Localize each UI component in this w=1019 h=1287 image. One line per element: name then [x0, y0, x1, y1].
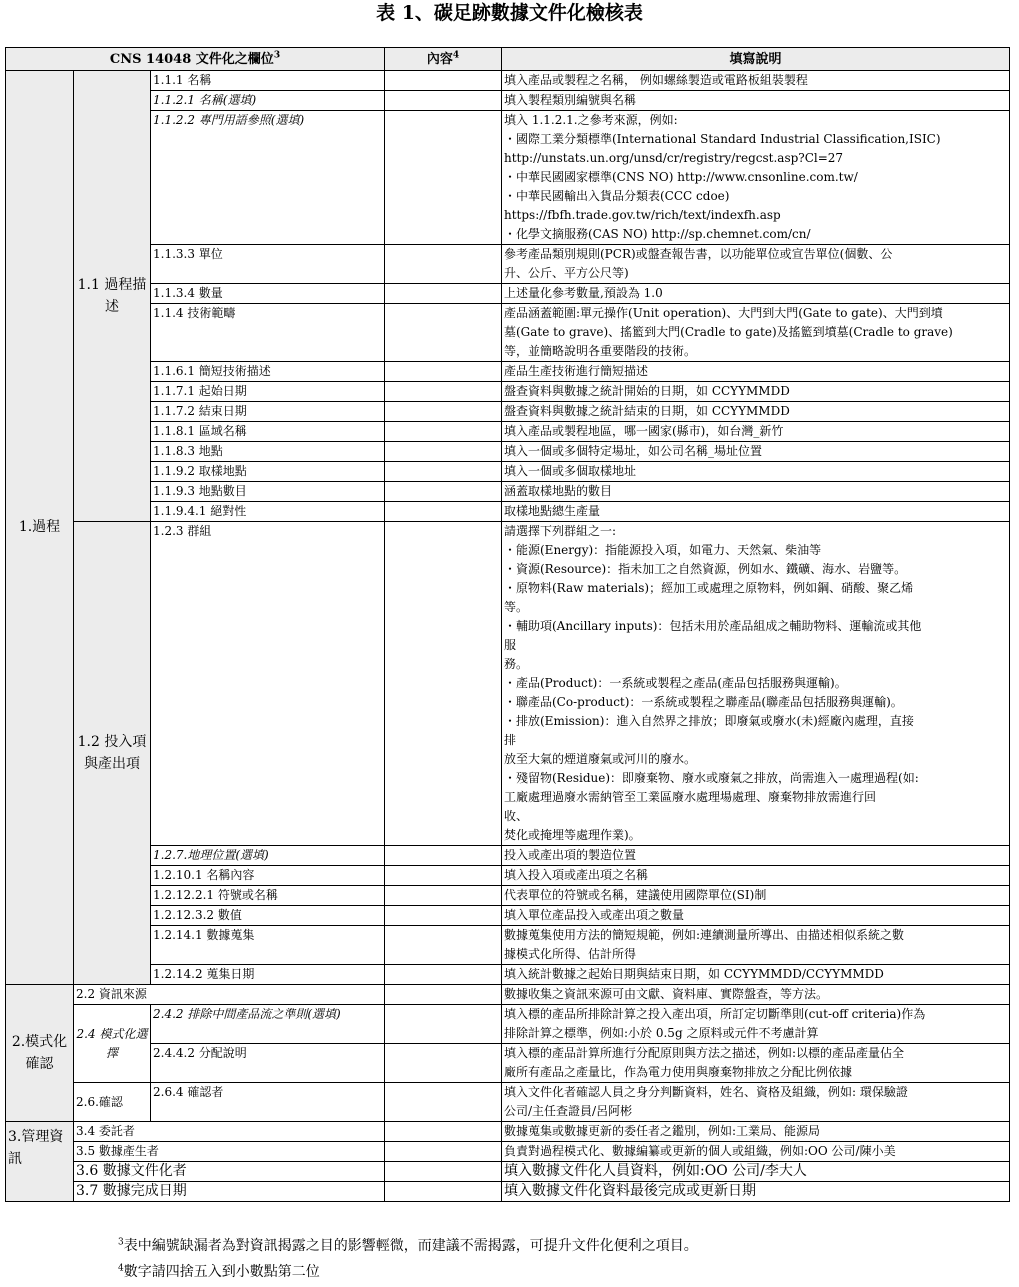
instruction-line: 產品涵蓋範圍:單元操作(Unit operation)、大門到大門(Gate to gate)、大門到墳: [504, 306, 943, 320]
instruction-line: 數據收集之資訊來源可由文獻、資料庫、實際盤查，等方法。: [504, 987, 829, 1001]
table-row: [6, 482, 1010, 502]
section-process: 1.過程: [6, 71, 74, 985]
instruction-cell: [502, 1122, 1010, 1142]
instruction-line: 務。: [504, 657, 529, 671]
instruction-line: 墓(Gate to grave)、搖籃到大門(Cradle to gate)及搖籃到墳墓(Cradle to grave): [504, 325, 953, 339]
instruction-line: ・化學文摘服務(CAS NO) http://sp.chemnet.com/cn/: [504, 227, 811, 241]
table-row: [6, 1142, 1010, 1162]
content-cell[interactable]: [385, 926, 502, 965]
instruction-cell: [502, 502, 1010, 522]
table-row: [6, 304, 1010, 362]
table-row: [6, 965, 1010, 985]
field-cell: 1.1.3.4 數量: [151, 284, 385, 304]
content-cell[interactable]: [385, 502, 502, 522]
content-cell[interactable]: [385, 985, 502, 1005]
content-cell[interactable]: [385, 304, 502, 362]
field-cell: 1.1.8.3 地點: [151, 442, 385, 462]
field-cell: 2.6.4 確認者: [151, 1083, 385, 1122]
instruction-line: 收、: [504, 809, 529, 823]
content-cell[interactable]: [385, 111, 502, 245]
instruction-line: ・殘留物(Residue)：即廢棄物、廢水或廢氣之排放，尚需進入一處理過程(如:: [504, 771, 919, 785]
instruction-line: 填入標的產品計算所進行分配原則與方法之描述，例如:以標的產品產量佔全: [504, 1046, 905, 1060]
instruction-line: 填入 1.1.2.1.之參考來源，例如:: [504, 113, 678, 127]
field-cell: 1.2.12.3.2 數值: [151, 906, 385, 926]
content-cell[interactable]: [385, 886, 502, 906]
instruction-cell: [502, 965, 1010, 985]
instruction-cell: [502, 402, 1010, 422]
table-row: [6, 284, 1010, 304]
header-instructions: 填寫說明: [502, 48, 1010, 71]
instruction-line: 參考產品類別規則(PCR)或盤查報告書，以功能單位或宣告單位(個數、公: [504, 247, 893, 261]
instruction-cell: [502, 1162, 1010, 1182]
table-row: [6, 866, 1010, 886]
instruction-line: ・原物料(Raw materials)；經加工或處理之原物料，例如鋼、硝酸、聚乙烯: [504, 581, 914, 595]
instruction-line: 放至大氣的煙道廢氣或河川的廢水。: [504, 752, 697, 766]
instruction-cell: [502, 284, 1010, 304]
instruction-line: http://unstats.un.org/unsd/cr/registry/regcst.asp?Cl=27: [504, 151, 844, 165]
table-row: [6, 402, 1010, 422]
instruction-line: 投入或產出項的製造位置: [504, 848, 637, 862]
content-cell[interactable]: [385, 402, 502, 422]
table-row: [6, 1182, 1010, 1202]
field-cell: 1.1.6.1 簡短技術描述: [151, 362, 385, 382]
field-cell: 1.2.12.2.1 符號或名稱: [151, 886, 385, 906]
instruction-line: 填入數據文件化資料最後完成或更新日期: [504, 1183, 756, 1199]
instruction-line: 涵蓋取樣地點的數目: [504, 484, 613, 498]
table-row: [6, 71, 1010, 91]
field-cell: 1.1.9.4.1 絕對性: [151, 502, 385, 522]
table-row: [6, 422, 1010, 442]
field-cell: 1.1.8.1 區域名稱: [151, 422, 385, 442]
instruction-line: ・能源(Energy)：指能源投入項，如電力、天然氣、柴油等: [504, 543, 822, 557]
content-cell[interactable]: [385, 965, 502, 985]
instruction-line: 排除計算之標準，例如:小於 0.5g 之原料或元件不考慮計算: [504, 1026, 819, 1040]
table-row: [6, 985, 1010, 1005]
instruction-cell: [502, 382, 1010, 402]
instruction-cell: [502, 422, 1010, 442]
table-row: [6, 462, 1010, 482]
field-cell: 1.1.9.3 地點數目: [151, 482, 385, 502]
content-cell[interactable]: [385, 1044, 502, 1083]
instruction-line: 填入產品或製程地區，哪一國家(縣市)，如台灣_新竹: [504, 424, 784, 438]
field-cell: 3.6 數據文件化者: [74, 1162, 385, 1182]
content-cell[interactable]: [385, 482, 502, 502]
instruction-line: ・資源(Resource)：指未加工之自然資源，例如水、鐵礦、海水、岩鹽等。: [504, 562, 907, 576]
instruction-cell: [502, 245, 1010, 284]
content-cell[interactable]: [385, 91, 502, 111]
instruction-line: ・中華民國輸出入貨品分類表(CCC cdoe): [504, 189, 730, 203]
table-row: [6, 362, 1010, 382]
instruction-cell: [502, 462, 1010, 482]
instruction-line: 取樣地點總生產量: [504, 504, 601, 518]
content-cell[interactable]: [385, 906, 502, 926]
instruction-line: 廠所有產品之產量比，作為電力使用與廢棄物排放之分配比例依據: [504, 1065, 853, 1079]
instruction-line: 代表單位的符號或名稱，建議使用國際單位(SI)制: [504, 888, 767, 902]
table-row: [6, 886, 1010, 906]
content-cell[interactable]: [385, 522, 502, 846]
instruction-line: 排: [504, 733, 517, 747]
instruction-line: 據模式化所得、估計所得: [504, 947, 637, 961]
table-row: [6, 245, 1010, 284]
instruction-line: 公司/主任查證員/呂阿彬: [504, 1104, 633, 1118]
section-management-info: 3.管理資訊: [6, 1122, 74, 1202]
instruction-line: 服: [504, 638, 517, 652]
field-cell: 2.4.4.2 分配說明: [151, 1044, 385, 1083]
field-cell: 1.1.7.1 起始日期: [151, 382, 385, 402]
instruction-line: 負責對過程模式化、數據編纂或更新的個人或組織，例如:OO 公司/陳小美: [504, 1144, 896, 1158]
instruction-line: ・聯產品(Co-product)：一系統或製程之聯產品(聯產品包括服務與運輸)。: [504, 695, 903, 709]
section-process-description: 1.1 過程描述: [74, 71, 151, 522]
instruction-line: https://fbfh.trade.gov.tw/rich/text/indexfh.asp: [504, 208, 781, 222]
content-cell[interactable]: [385, 284, 502, 304]
field-cell: 3.5 數據產生者: [74, 1142, 385, 1162]
content-cell[interactable]: [385, 1083, 502, 1122]
instruction-cell: [502, 91, 1010, 111]
field-cell: 1.1.7.2 結束日期: [151, 402, 385, 422]
field-cell: 1.1.4 技術範疇: [151, 304, 385, 362]
footnote-3: $^3$表中編號缺漏者為對資訊揭露之目的影響輕微，而建議不需揭露，可提升文件化便利之項目。: [118, 1237, 698, 1254]
instruction-line: 填入產品或製程之名稱， 例如螺絲製造或電路板組裝製程: [504, 73, 808, 87]
table-row: [6, 1162, 1010, 1182]
section-confirmation: 2.6.確認: [74, 1083, 151, 1122]
content-cell[interactable]: [385, 1122, 502, 1142]
instruction-cell: [502, 1005, 1010, 1044]
table-row: [6, 502, 1010, 522]
table-row: [6, 846, 1010, 866]
instruction-line: 填入單位產品投入或產出項之數量: [504, 908, 685, 922]
table-row: [6, 1122, 1010, 1142]
instruction-line: 填入統計數據之起始日期與結束日期，如 CCYYMMDD/CCYYMMDD: [504, 967, 884, 981]
table-row: [6, 111, 1010, 245]
instruction-line: 盤查資料與數據之統計結束的日期，如 CCYYMMDD: [504, 404, 790, 418]
header-content: 內容$^4$: [385, 48, 502, 71]
instruction-line: 數據蒐集使用方法的簡短規範，例如:連續測量所導出、由描述相似系統之數: [504, 928, 905, 942]
field-cell: 2.4.2 排除中間產品流之準則(選填): [151, 1005, 385, 1044]
field-cell: 1.1.1 名稱: [151, 71, 385, 91]
instruction-cell: [502, 482, 1010, 502]
field-cell: 1.2.14.1 數據蒐集: [151, 926, 385, 965]
instruction-cell: [502, 362, 1010, 382]
instruction-line: 填入文件化者確認人員之身分判斷資料，姓名、資格及組織，例如: 環保驗證: [504, 1085, 908, 1099]
instruction-line: ・排放(Emission)：進入自然界之排放；即廢氣或廢水(未)經廠內處理，直接: [504, 714, 914, 728]
instruction-cell: [502, 1083, 1010, 1122]
instruction-line: ・產品(Product)：一系統或製程之產品(產品包括服務與運輸)。: [504, 676, 847, 690]
instruction-cell: [502, 111, 1010, 245]
section-model-confirmation: 2.模式化確認: [6, 985, 74, 1122]
field-cell: 1.2.7.地理位置(選填): [151, 846, 385, 866]
instruction-line: ・輔助項(Ancillary inputs)：包括未用於產品組成之輔助物料、運輸流或其他: [504, 619, 922, 633]
instruction-line: 盤查資料與數據之統計開始的日期，如 CCYYMMDD: [504, 384, 790, 398]
table-title: 表 1、碳足跡數據文件化檢核表: [376, 2, 643, 24]
instruction-line: ・中華民國國家標準(CNS NO) http://www.cnsonline.com.tw/: [504, 170, 858, 184]
table-row: [6, 926, 1010, 965]
instruction-line: 填入投入項或產出項之名稱: [504, 868, 649, 882]
instruction-cell: [502, 1182, 1010, 1202]
instruction-line: 數據蒐集或數據更新的委任者之鑑別，例如:工業局、能源局: [504, 1124, 821, 1138]
instruction-cell: [502, 866, 1010, 886]
checklist-table: [5, 47, 1010, 1202]
table-row: [6, 382, 1010, 402]
field-cell: 3.7 數據完成日期: [74, 1182, 385, 1202]
field-cell: 1.2.14.2 蒐集日期: [151, 965, 385, 985]
content-cell[interactable]: [385, 71, 502, 91]
table-row: [6, 522, 1010, 846]
table-row: [6, 906, 1010, 926]
instruction-line: 升、公斤、平方公尺等): [504, 266, 629, 280]
content-cell[interactable]: [385, 866, 502, 886]
instruction-cell: [502, 304, 1010, 362]
table-row: [6, 1005, 1010, 1044]
field-cell: 1.2.3 群組: [151, 522, 385, 846]
field-cell: 2.2 資訊來源: [74, 985, 385, 1005]
header-field: CNS 14048 文件化之欄位$^3$: [6, 48, 385, 71]
table-row: [6, 91, 1010, 111]
instruction-cell: [502, 71, 1010, 91]
instruction-line: 填入標的產品所排除計算之投入產出項，所訂定切斷準則(cut-off criteria)作為: [504, 1007, 926, 1021]
instruction-line: 請選擇下列群組之一:: [504, 524, 617, 538]
field-cell: 3.4 委託者: [74, 1122, 385, 1142]
instruction-line: 焚化或掩埋等處理作業)。: [504, 828, 641, 842]
field-cell: 1.1.3.3 單位: [151, 245, 385, 284]
field-cell: 1.1.2.1 名稱(選填): [151, 91, 385, 111]
content-cell[interactable]: [385, 1005, 502, 1044]
section-modeling-choice: 2.4 模式化選擇: [74, 1005, 151, 1083]
content-cell[interactable]: [385, 462, 502, 482]
content-cell[interactable]: [385, 1162, 502, 1182]
field-cell: 1.1.9.2 取樣地點: [151, 462, 385, 482]
instruction-cell: [502, 886, 1010, 906]
instruction-line: 填入一個或多個特定場址，如公司名稱_場址位置: [504, 444, 763, 458]
header-row: [6, 48, 1010, 71]
instruction-line: 填入製程類別編號與名稱: [504, 93, 637, 107]
content-cell[interactable]: [385, 442, 502, 462]
field-cell: 1.2.10.1 名稱內容: [151, 866, 385, 886]
table-row: [6, 1083, 1010, 1122]
instruction-line: 等，並簡略說明各重要階段的技術。: [504, 344, 697, 358]
table-row: [6, 442, 1010, 462]
content-cell[interactable]: [385, 382, 502, 402]
instruction-cell: [502, 1142, 1010, 1162]
instruction-line: 填入一個或多個取樣地址: [504, 464, 637, 478]
instruction-line: 工廠處理過廢水需納管至工業區廢水處理場處理、廢棄物排放需進行回: [504, 790, 877, 804]
instruction-cell: [502, 442, 1010, 462]
content-cell[interactable]: [385, 1182, 502, 1202]
instruction-line: ・國際工業分類標準(International Standard Industrial Classification,ISIC): [504, 132, 941, 146]
content-cell[interactable]: [385, 846, 502, 866]
instruction-line: 產品生產技術進行簡短描述: [504, 364, 649, 378]
content-cell[interactable]: [385, 422, 502, 442]
footnote-4: $^4$數字請四捨五入到小數點第二位: [118, 1263, 320, 1280]
content-cell[interactable]: [385, 362, 502, 382]
instruction-cell: [502, 926, 1010, 965]
instruction-cell: [502, 522, 1010, 846]
instruction-cell: [502, 1044, 1010, 1083]
instruction-line: 填入數據文件化人員資料，例如:OO 公司/李大人: [504, 1163, 807, 1179]
content-cell[interactable]: [385, 245, 502, 284]
instruction-line: 等。: [504, 600, 529, 614]
section-inputs-outputs: 1.2 投入項與產出項: [74, 522, 151, 985]
field-cell: 1.1.2.2 專門用語參照(選填): [151, 111, 385, 245]
instruction-cell: [502, 985, 1010, 1005]
instruction-line: 上述量化參考數量,預設為 1.0: [504, 286, 663, 300]
content-cell[interactable]: [385, 1142, 502, 1162]
instruction-cell: [502, 906, 1010, 926]
instruction-cell: [502, 846, 1010, 866]
table-row: [6, 1044, 1010, 1083]
